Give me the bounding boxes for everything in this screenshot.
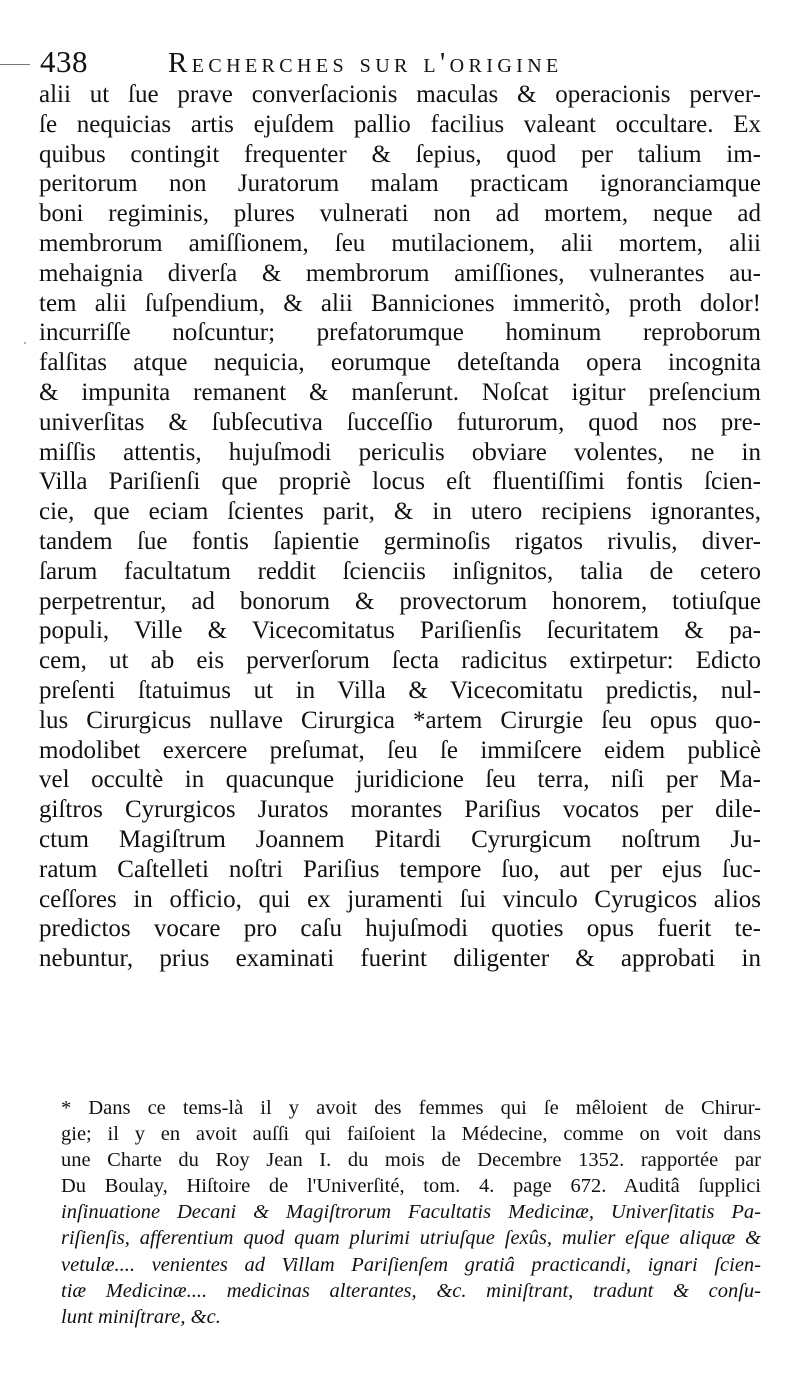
text-line: tem alii ſuſpendium, & alii Banniciones immeritò, proth dolor! bbox=[39, 289, 761, 317]
footnote-line: tiæ Medicinæ.... medicinas alterantes, &c. miniſtrant, tradunt & conſu- bbox=[61, 1279, 761, 1302]
text-line: cie, que eciam ſcientes parit, & in utero recipiens ignorantes, bbox=[39, 498, 761, 526]
page-number: 438 bbox=[40, 44, 88, 79]
text-line: nebuntur, prius examinati fuerint diligenter & approbati in bbox=[39, 945, 761, 973]
text-line: giſtros Cyrurgicos Juratos morantes Pariſius vocatos per dile- bbox=[39, 796, 761, 824]
page-header bbox=[40, 44, 760, 84]
footnote-line: riſienſis, afferentium quod quam plurimi utriuſque ſexûs, mulier eſque aliquæ & bbox=[61, 1227, 761, 1250]
text-line: mehaignia diverſa & membrorum amiſſiones, vulnerantes au- bbox=[39, 259, 761, 287]
footnote-line: une Charte du Roy Jean I. du mois de Decembre 1352. rapportée par bbox=[61, 1149, 761, 1172]
text-line: alii ut ſue prave converſacionis maculas & operacionis perver- bbox=[39, 81, 761, 108]
text-line: tandem ſue fontis ſapientie germinoſis rigatos rivulis, diver- bbox=[39, 527, 761, 555]
footnote-line: lunt miniſtrare, &c. bbox=[61, 1305, 221, 1328]
text-line: ceſſores in officio, qui ex juramenti ſui vinculo Cyrugicos alios bbox=[39, 885, 761, 913]
page-edge-mark bbox=[0, 64, 30, 65]
text-line: predictos vocare pro caſu hujuſmodi quoties opus fuerit te- bbox=[39, 915, 761, 943]
text-line: cem, ut ab eis perverſorum ſecta radicitus extirpetur: Edicto bbox=[39, 647, 761, 675]
text-line: membrorum amiſſionem, ſeu mutilacionem, alii mortem, alii bbox=[39, 229, 761, 257]
text-line: vel occultè in quacunque juridicione ſeu terra, niſi per Ma- bbox=[39, 766, 761, 794]
footnote-line: Du Boulay, Hiſtoire de l'Univerſité, tom. 4. page 672. Auditâ ſupplici bbox=[61, 1175, 761, 1198]
text-line: ctum Magiſtrum Joannem Pitardi Cyrurgicum noſtrum Ju- bbox=[39, 825, 761, 853]
text-line: boni regiminis, plures vulnerati non ad mortem, neque ad bbox=[39, 200, 761, 228]
text-line: ratum Caſtelleti noſtri Pariſius tempore ſuo, aut per ejus ſuc- bbox=[39, 855, 761, 883]
main-text-block bbox=[39, 80, 761, 974]
text-line: incurriſſe noſcuntur; prefatorumque hominum reproborum bbox=[39, 319, 761, 347]
text-line: ſarum facultatum reddit ſcienciis inſignitos, talia de cetero bbox=[39, 557, 761, 585]
text-line: preſenti ſtatuimus ut in Villa & Vicecomitatu predictis, nul- bbox=[39, 676, 761, 704]
footnote-line: gie; il y en avoit auſſi qui faiſoient la Médecine, comme on voit dans bbox=[61, 1123, 761, 1146]
text-line: Villa Pariſienſi que propriè locus eſt fluentiſſimi fontis ſcien- bbox=[39, 468, 761, 496]
text-line: & impunita remanent & manſerunt. Noſcat igitur preſencium bbox=[39, 378, 761, 406]
text-line: ſe nequicias artis ejuſdem pallio facilius valeant occultare. Ex bbox=[39, 110, 761, 138]
text-line: miſſis attentis, hujuſmodi periculis obviare volentes, ne in bbox=[39, 438, 761, 466]
text-line: peritorum non Juratorum malam practicam ignoranciamque bbox=[39, 170, 761, 198]
footnote-block bbox=[61, 1095, 761, 1330]
text-line: modolibet exercere preſumat, ſeu ſe immiſcere eidem publicè bbox=[39, 736, 761, 764]
footnote-line: inſinuatione Decani & Magiſtrorum Facultatis Medicinæ, Univerſitatis Pa- bbox=[61, 1201, 761, 1224]
running-head: Recherches sur l'origine bbox=[168, 47, 563, 79]
text-line: lus Cirurgicus nullave Cirurgica *artem Cirurgie ſeu opus quo- bbox=[39, 706, 761, 734]
footnote-line: vetulæ.... venientes ad Villam Pariſienſem gratiâ practicandi, ignari ſcien- bbox=[61, 1253, 761, 1276]
text-line: univerſitas & ſubſecutiva ſucceſſio futurorum, quod nos pre- bbox=[39, 408, 761, 436]
text-line: quibus contingit frequenter & ſepius, quod per talium im- bbox=[39, 140, 761, 168]
text-line: populi, Ville & Vicecomitatus Pariſienſis ſecuritatem & pa- bbox=[39, 617, 761, 645]
text-line: perpetrentur, ad bonorum & provectorum honorem, totiuſque bbox=[39, 587, 761, 615]
ink-speck bbox=[24, 342, 26, 344]
footnote-line: * Dans ce tems-là il y avoit des femmes qui ſe mêloient de Chirur- bbox=[61, 1097, 761, 1119]
text-line: falſitas atque nequicia, eorumque deteſtanda opera incognita bbox=[39, 349, 761, 377]
